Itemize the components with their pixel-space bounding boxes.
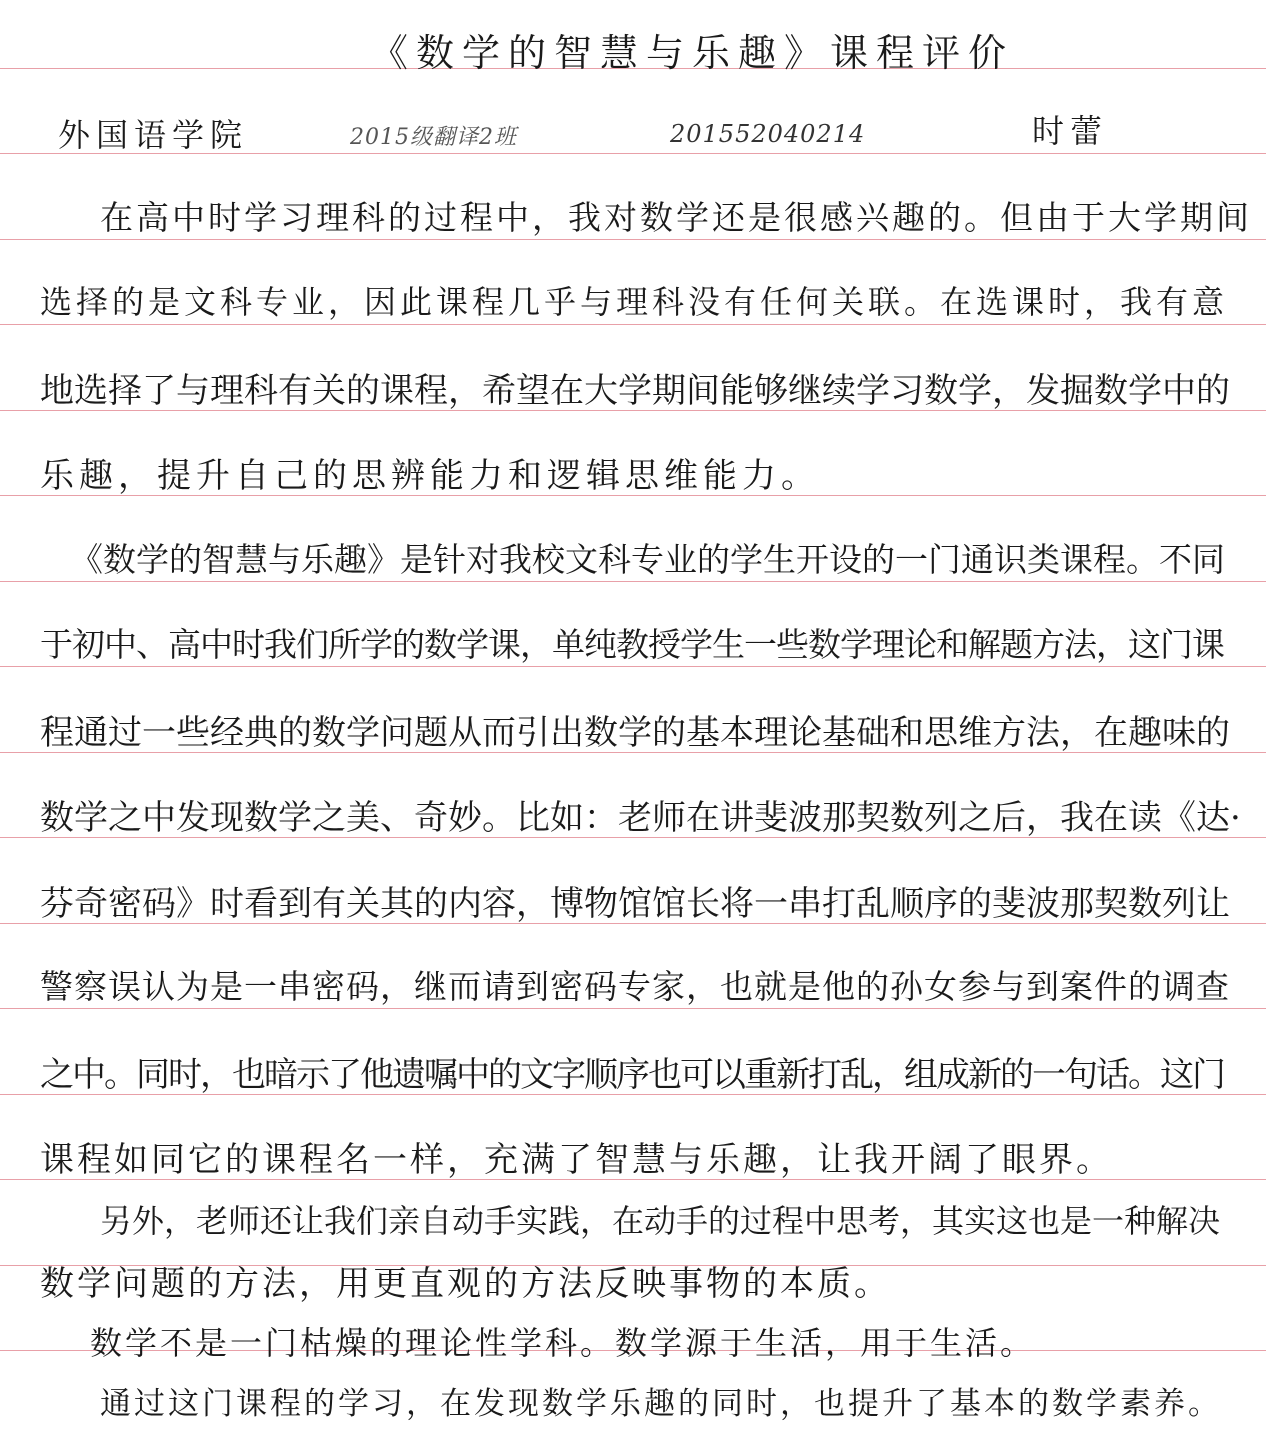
school-name: 外国语学院 xyxy=(58,116,249,154)
paragraph-1-line-3: 地选择了与理科有关的课程，希望在大学期间能够继续学习数学，发掘数学中的 xyxy=(40,371,1230,411)
paragraph-2-line-6: 警察误认为是一串密码，继而请到密码专家，也就是他的孙女参与到案件的调查 xyxy=(40,967,1230,1006)
class-name: 2015级翻译2班 xyxy=(350,125,517,150)
ruled-line xyxy=(0,324,1266,325)
ruled-line xyxy=(0,581,1266,582)
paragraph-3-line-1: 另外，老师还让我们亲自动手实践，在动手的过程中思考，其实这也是一种解决 xyxy=(100,1202,1221,1240)
paragraph-2-line-7: 之中。同时，也暗示了他遗嘱中的文字顺序也可以重新打乱，组成新的一句话。这门 xyxy=(40,1055,1224,1095)
paragraph-2-line-5: 芬奇密码》时看到有关其的内容，博物馆馆长将一串打乱顺序的斐波那契数列让 xyxy=(40,884,1230,924)
page-title: 《数学的智慧与乐趣》课程评价 xyxy=(370,31,1015,75)
paragraph-2-line-4: 数学之中发现数学之美、奇妙。比如：老师在讲斐波那契数列之后，我在读《达· xyxy=(40,798,1241,838)
paragraph-2-line-8: 课程如同它的课程名一样，充满了智慧与乐趣，让我开阔了眼界。 xyxy=(40,1140,1113,1180)
paragraph-1-line-4: 乐趣，提升自己的思辨能力和逻辑思维能力。 xyxy=(40,456,820,496)
paragraph-4-line-1: 数学不是一门枯燥的理论性学科。数学源于生活，用于生活。 xyxy=(90,1324,1036,1362)
ruled-line xyxy=(0,239,1266,240)
student-name: 时蕾 xyxy=(1032,112,1109,150)
student-id: 201552040214 xyxy=(670,120,866,148)
paragraph-2-line-2: 于初中、高中时我们所学的数学课，单纯教授学生一些数学理论和解题方法，这门课 xyxy=(40,625,1224,664)
paragraph-3-line-2: 数学问题的方法，用更直观的方法反映事物的本质。 xyxy=(40,1264,891,1304)
paragraph-2-line-1: 《数学的智慧与乐趣》是针对我校文科专业的学生开设的一门通识类课程。不同 xyxy=(70,540,1225,579)
paragraph-1-line-1: 在高中时学习理科的过程中，我对数学还是很感兴趣的。但由于大学期间 xyxy=(100,198,1252,237)
paragraph-1-line-2: 选择的是文科专业，因此课程几乎与理科没有任何关联。在选课时，我有意 xyxy=(40,283,1229,321)
paragraph-5-line-1: 通过这门课程的学习，在发现数学乐趣的同时，也提升了基本的数学素养。 xyxy=(100,1386,1222,1422)
ruled-line xyxy=(0,1008,1266,1009)
ruled-line xyxy=(0,666,1266,667)
paragraph-2-line-3: 程通过一些经典的数学问题从而引出数学的基本理论基础和思维方法，在趣味的 xyxy=(40,713,1230,753)
